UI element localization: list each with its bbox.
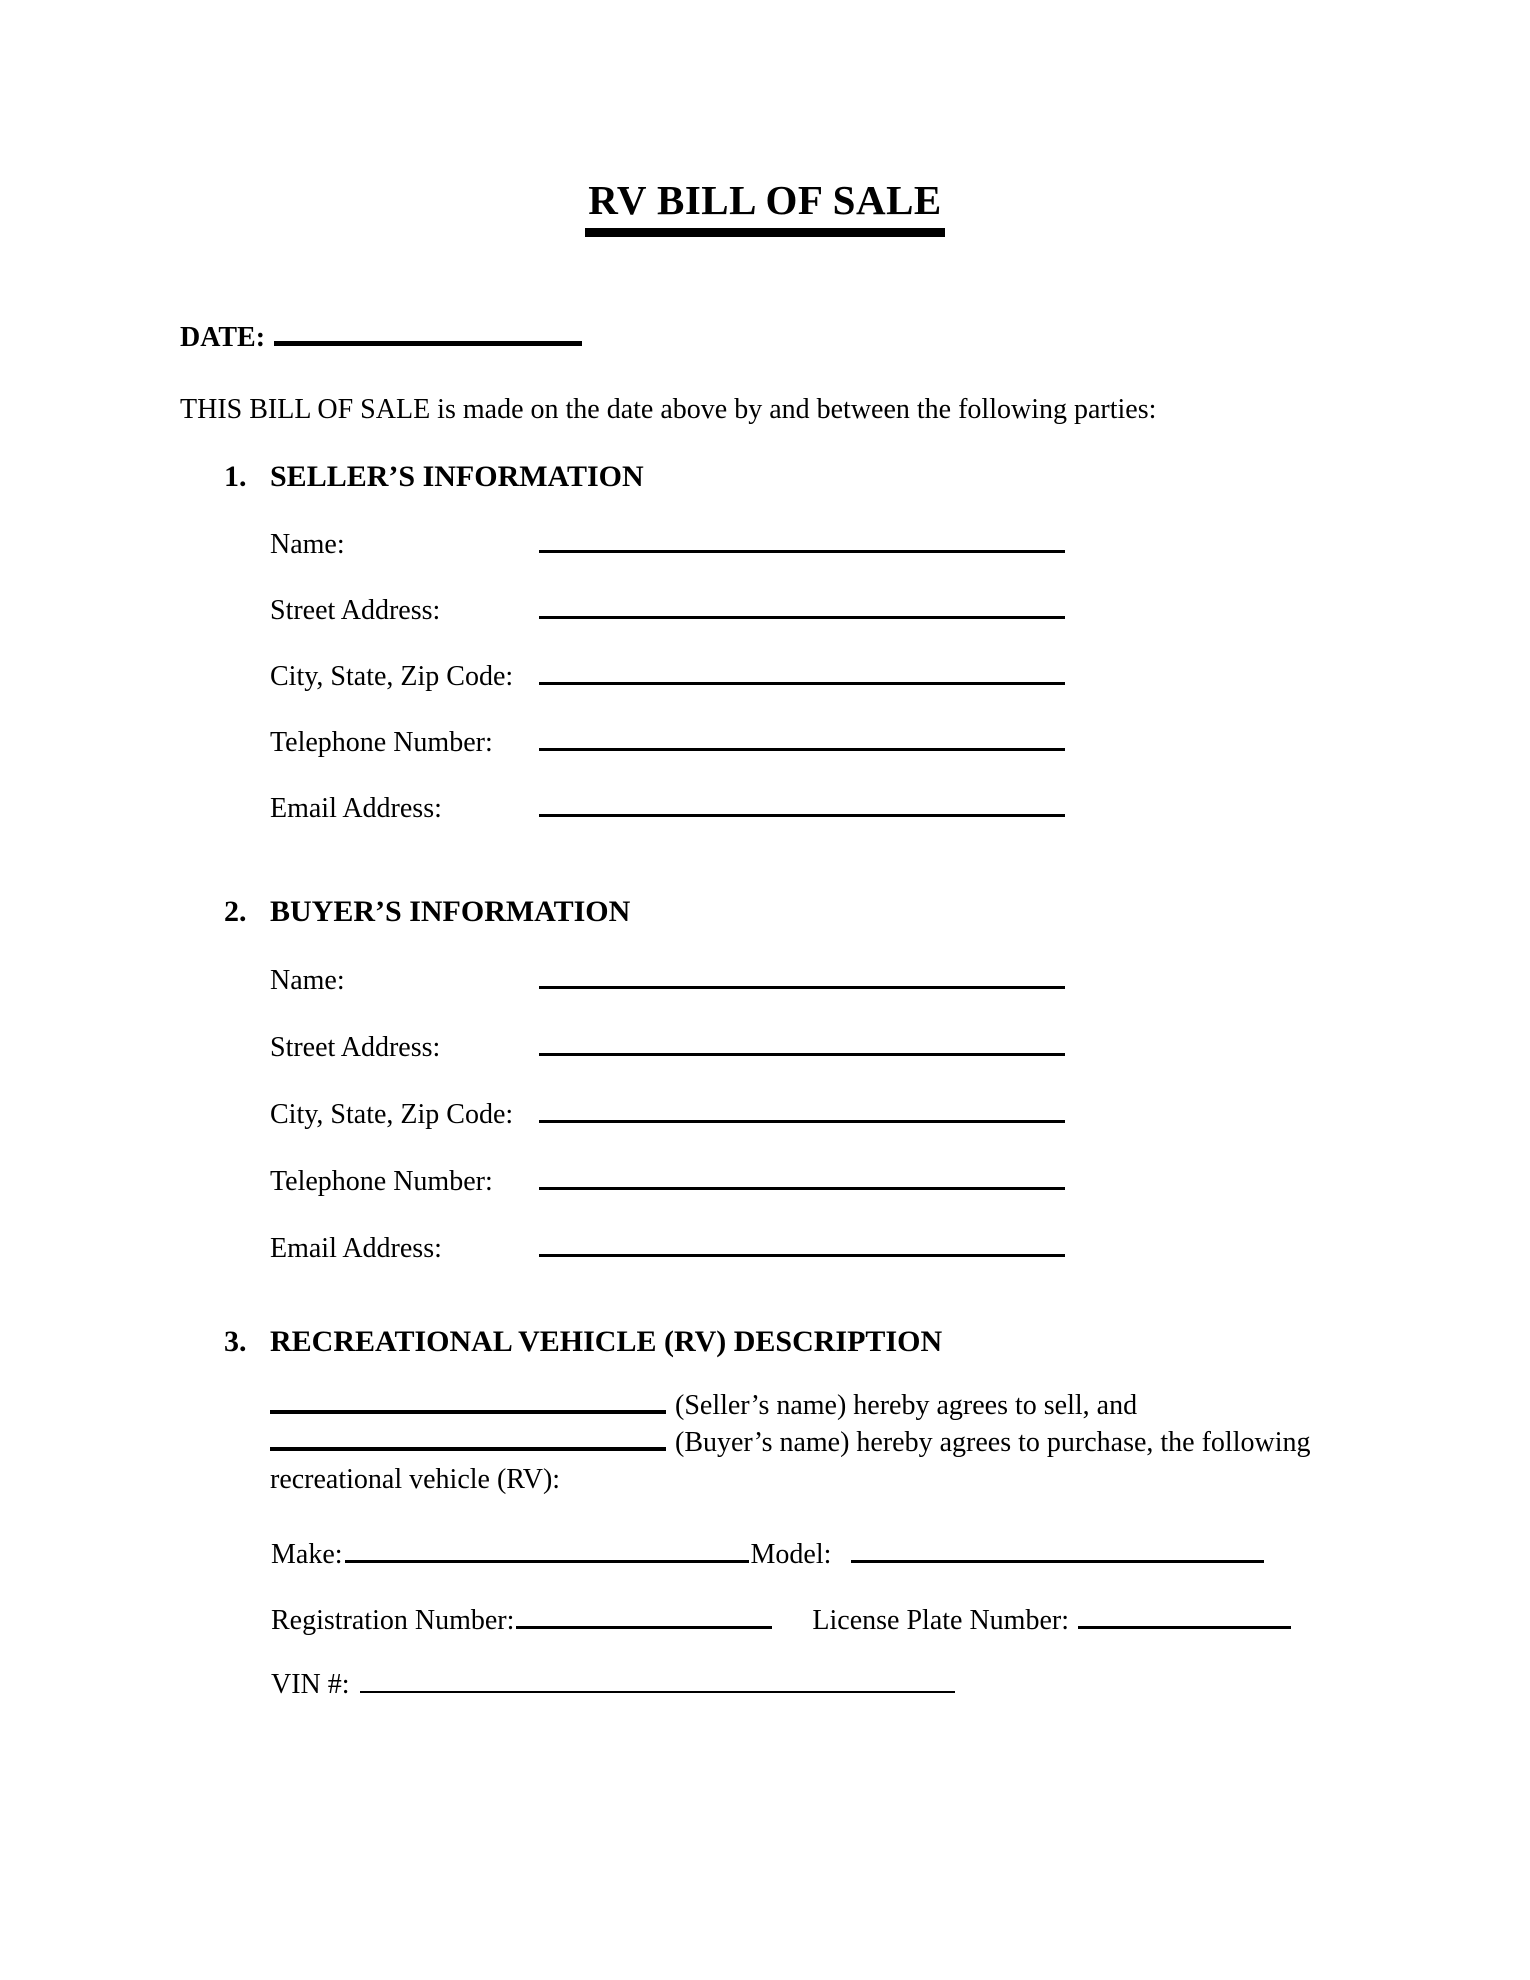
make-input-line[interactable] [345,1560,749,1563]
seller-city-row [270,661,1530,693]
buyer-email-input-line[interactable] [539,1254,1065,1257]
title-block [0,0,1530,237]
buyer-street-row [270,1032,1530,1064]
model-label: Model: [750,1538,832,1570]
registration-input-line[interactable] [516,1626,772,1629]
seller-street-label: Street Address: [270,594,441,626]
rv-seller-name-input-line[interactable] [270,1410,666,1414]
section-3-heading [224,1324,1530,1359]
seller-city-label: City, State, Zip Code: [270,660,514,692]
buyer-city-label: City, State, Zip Code: [270,1098,514,1130]
buyer-phone-row [270,1166,1530,1198]
rv-buyer-line-text: (Buyer’s name) hereby agrees to purchase, the following [675,1426,1311,1458]
buyer-city-row [270,1099,1530,1131]
registration-license-row [271,1605,1530,1637]
seller-city-input-line[interactable] [539,682,1065,685]
seller-email-row [270,793,1530,825]
section-2-number: 2. [224,894,247,928]
intro-paragraph: THIS BILL OF SALE is made on the date above by and between the following parties: [180,393,1157,425]
buyer-email-label: Email Address: [270,1232,442,1264]
seller-phone-row [270,727,1530,759]
date-row [180,322,1530,354]
seller-phone-label: Telephone Number: [270,726,493,758]
section-3-number: 3. [224,1324,247,1358]
vin-input-line[interactable] [360,1691,955,1693]
seller-name-input-line[interactable] [539,550,1065,553]
license-plate-label: License Plate Number: [812,1604,1069,1636]
buyer-email-row [270,1233,1530,1265]
buyer-street-input-line[interactable] [539,1053,1065,1056]
rv-continuation-line [270,1461,1530,1498]
vin-row [271,1669,1530,1701]
rv-buyer-name-input-line[interactable] [270,1447,666,1451]
rv-seller-line [270,1387,1530,1424]
registration-label: Registration Number: [271,1604,515,1636]
buyer-phone-label: Telephone Number: [270,1165,493,1197]
seller-email-label: Email Address: [270,792,442,824]
seller-name-row [270,529,1530,561]
rv-description-paragraph [270,1387,1530,1498]
license-plate-input-line[interactable] [1078,1626,1291,1629]
rv-seller-line-text: (Seller’s name) hereby agrees to sell, and [675,1389,1138,1421]
buyer-name-input-line[interactable] [539,986,1065,989]
seller-name-label: Name: [270,528,345,560]
buyer-street-label: Street Address: [270,1031,441,1063]
make-model-row [271,1539,1530,1571]
buyer-name-row [270,965,1530,997]
buyer-name-label: Name: [270,964,345,996]
vin-label: VIN #: [271,1668,350,1700]
model-input-line[interactable] [851,1560,1264,1563]
seller-email-input-line[interactable] [539,814,1065,817]
seller-street-input-line[interactable] [539,616,1065,619]
buyer-phone-input-line[interactable] [539,1187,1065,1190]
seller-phone-input-line[interactable] [539,748,1065,751]
buyer-city-input-line[interactable] [539,1120,1065,1123]
section-2-heading [224,894,1530,929]
section-3-title: RECREATIONAL VEHICLE (RV) DESCRIPTION [270,1324,943,1358]
section-2-title: BUYER’S INFORMATION [270,894,631,928]
seller-street-row [270,595,1530,627]
rv-continuation-text: recreational vehicle (RV): [270,1463,561,1495]
make-label: Make: [271,1538,343,1570]
section-1-number: 1. [224,459,247,493]
date-input-line[interactable] [274,341,582,346]
section-1-heading [224,459,1530,494]
rv-buyer-line [270,1424,1530,1461]
section-1-title: SELLER’S INFORMATION [270,459,644,493]
date-label: DATE: [180,321,266,353]
document-title: RV BILL OF SALE [585,178,945,237]
